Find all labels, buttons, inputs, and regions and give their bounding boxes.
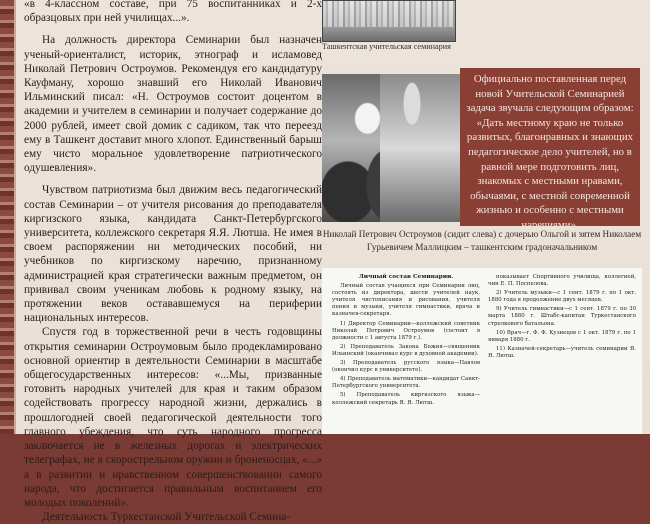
seminary-building-photo bbox=[322, 0, 456, 42]
article-paragraph-director: На должность директора Семинарии был назначен ученый-ориенталист, историк, этнограф и исламовед Николай Петрович Остроумов. Рекомендуя его кандидатуру Кауфману, хорошо знавший его Николай Иванович Ильминский писал: «Н. Остроумов состоит доцентом в академии и учителем в семинарии и получает содержание до 2000 рублей, имеет свой домик с садиком, так что переезд ему в Ташкент доставит много хлопот. Единственный барыш ему чисто моральное удовлетворение патриотического одушевления». bbox=[24, 34, 322, 175]
article-paragraph-staff: Чувством патриотизма был движим весь педагогический состав Семинарии – от учителя рисования до преподавателя киргизского языка, кандидата Санкт-Петербургского университета, коллежского секретаря Я.Я. Лютша. Не имея в своем распоряжении ни методических пособий, ни учебников по киргизскому наречию, признанному администрацией края стратегически важным предметом, он прививал своим ученикам любовь к родному языку, на протяжении веков остававшемуся на периферии национальных интересов. bbox=[24, 184, 322, 325]
document-paragraph: 5) Преподаватель киргизского языка—коллежский секретарь Я. Я. Лютш. bbox=[332, 392, 480, 406]
article-paragraph-activity: Деятельность Туркестанской Учительской Семина- bbox=[42, 511, 291, 524]
document-paragraph: 4) Преподаватель математики—кандидат Санкт-Петербургского университета. bbox=[332, 376, 480, 390]
archival-document bbox=[322, 268, 642, 434]
document-paragraph: 3) Преподаватель русского языка—Павлов (окончил курс в университете). bbox=[332, 360, 480, 374]
quote-box bbox=[460, 68, 640, 231]
document-paragraph: показывает Спортивного училища, коллегией, чин Е. П. Поспелова. bbox=[488, 274, 636, 288]
document-heading: Личный состав Семинарии. bbox=[358, 274, 454, 280]
family-photo-caption: Николай Петрович Остроумов (сидит слева) с дочерью Ольгой и зятем Николаем Гурьевичем Маллицким – ташкентским градоначальником bbox=[322, 229, 642, 252]
document-paragraph: 1) Директор Семинарии—коллежский советник Николай Петрович Остроумов (состоит в должности с 1 августа 1879 г.). bbox=[332, 320, 480, 341]
ostroumov-family-photo-right bbox=[380, 74, 460, 222]
article-paragraph-top: «в 4-классном составе, при 75 воспитанниках и 2-х образцовых при ней училищах...». bbox=[24, 0, 322, 25]
document-paragraph: 9) Учитель гимнастики—с 1 сент. 1879 г. по 30 марта 1880 г. Штабс-капитан Туркестанского стрелкового батальона. bbox=[488, 306, 636, 327]
quote-text: Официально поставленная перед новой Учительской Семинарией задача звучала следующим образом: «Дать местному краю не только развитых, благонравных и знающих педагогическое дело учителей, но в равной мере подготовить лиц, знакомых с местными нравами, обычаями, с местной современной жизнью и особенно с местными наречиями». bbox=[466, 73, 634, 231]
decorative-strip bbox=[0, 0, 16, 434]
seminary-photo-caption: Ташкентская учительская семинария bbox=[322, 42, 451, 51]
article-paragraph-speech: Спустя год в торжественной речи в честь годовщины открытия семинарии Остроумовым было продекламировано основной ориентир в деятельности Семинарии в масштабе общегосударственных интересов: «...Мы, призванные готовить народных учителей для края и таким образом содействовать прогрессу народной жизни, держались в прошлогодней своей педагогической деятельности того главного убеждения, что суть народного прогресса заключается не в железных дорогах и электрических телеграфах, не в скорострельном оружии и броненосцах, «...» а в развитии и нравственном совершенствовании самого народа, что достигается правильным воспитанием его молодых поколений». bbox=[24, 326, 322, 509]
document-paragraph: 2) Учитель музыки—с 1 сент. 1879 г. по 1 окт. 1880 года в продолжение двух месяцев. bbox=[488, 290, 636, 304]
document-column-left bbox=[332, 274, 480, 409]
document-paragraph: 2) Преподаватель Закона Божия—священник Ильинский (оканчивал курс в духовной академии). bbox=[332, 343, 480, 357]
document-column-right bbox=[488, 274, 636, 362]
document-paragraph: 11) Казначей-секретарь—учитель семинарии Я. Я. Лютш. bbox=[488, 345, 636, 359]
document-paragraph: 10) Врач—г. Ф. Ф. Кузнецов с 1 окт. 1879 г. по 1 января 1880 г. bbox=[488, 329, 636, 343]
article-text-column bbox=[24, 0, 322, 524]
document-paragraph: Личный состав учащихся при Семинарии лиц, состоять из директора, шести учителей наук, учителя чистописания и рисования, учителя пения и музыки, учителя гимнастики, врача и казначея-секретаря. bbox=[332, 283, 480, 318]
